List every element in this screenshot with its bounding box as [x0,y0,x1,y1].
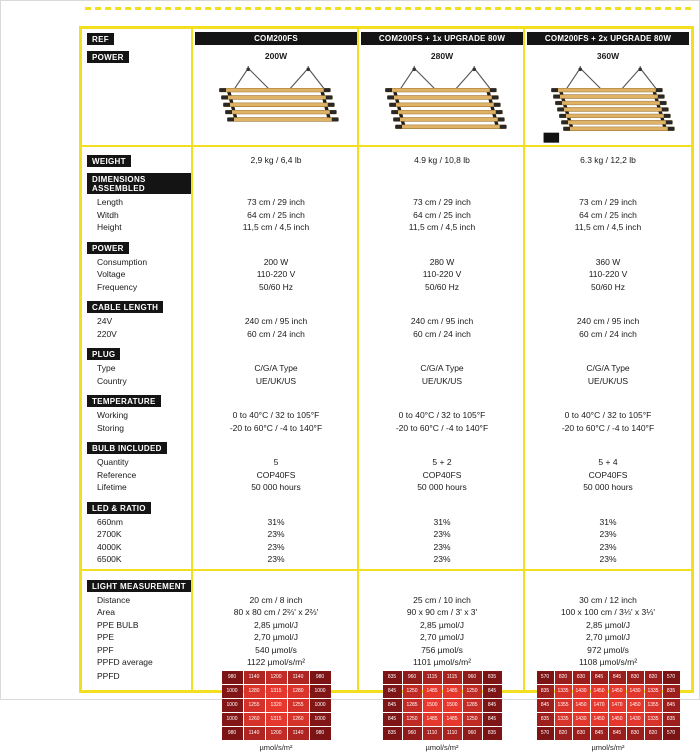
product-image-2 [359,65,525,147]
section-label-cell [82,498,193,516]
heatmap-cell: 1260 [244,713,265,726]
spec-value: 0 to 40°C / 32 to 105°F [232,410,320,421]
spec-row-type [82,362,691,375]
row-label: PPFD average [97,657,153,668]
led-fixture-icon [201,66,351,146]
section-header-row [82,498,691,516]
spec-value: 110-220 V [422,269,462,280]
led-fixture-icon [533,66,683,146]
spec-row-660nm [82,516,691,529]
heatmap-cell: 1140 [244,727,265,740]
heatmap-cell: 835 [483,727,502,740]
heatmap-cell: 1450 [591,685,608,698]
section-temperature [82,387,691,434]
spec-row-consumption [82,256,691,269]
heatmap-unit-label: µmol/s/m² [591,742,625,752]
section-label: LIGHT MEASUREMENT [87,580,191,592]
section-label-cell [82,238,193,256]
column-header-2: COM200FS + 1x UPGRADE 80W [361,32,523,45]
spec-value: 540 µmol/s [255,644,297,655]
heatmap-cell: 1000 [222,685,243,698]
spec-row-ppf [82,644,691,657]
heatmap-cell: 845 [609,671,626,684]
spec-value: 23% [599,554,617,565]
heatmap-cell: 1260 [288,713,309,726]
row-label: Witdh [97,209,119,220]
spec-value: 11,5 cm / 4,5 inch [408,222,476,233]
spec-value: 240 cm / 95 inch [244,316,308,327]
spec-row-storing [82,422,691,435]
row-label: Area [97,607,115,618]
column-divider [523,29,525,690]
spec-value: COP40FS [588,469,628,480]
spec-row-ppfd [82,669,691,753]
spec-value: 23% [433,529,451,540]
spec-value: 360 W [595,256,621,267]
heatmap-cell: 1320 [266,699,287,712]
section-label-cell [82,151,193,169]
spec-value: 756 µmol/s [421,644,463,655]
section-header-row [82,173,691,196]
column-divider [357,29,359,690]
heatmap-cell: 835 [383,727,402,740]
spec-value: 5 + 4 [598,457,618,468]
ppfd-heatmap-grid [537,671,680,740]
heatmap-cell: 980 [310,671,331,684]
spec-value: -20 to 60°C / -4 to 140°F [395,422,489,433]
heatmap-cell: 1450 [609,685,626,698]
spec-value: 200 W [263,256,289,267]
sections [82,147,691,753]
spec-value: 73 cm / 29 inch [247,197,305,208]
heatmap-cell: 1355 [555,699,572,712]
spec-value: 2,85 µmol/J [253,619,299,630]
row-label: Distance [97,594,131,605]
power-value-1: 200W [264,51,288,61]
heatmap-cell: 1315 [266,713,287,726]
heatmap-cell: 960 [403,671,422,684]
spec-value: 23% [599,529,617,540]
power-value-2: 280W [430,51,454,61]
heatmap-cell: 1450 [573,699,590,712]
spec-value: 23% [267,529,285,540]
row-label: Length [97,197,123,208]
heatmap-cell: 1335 [645,685,662,698]
heatmap-cell: 1335 [555,685,572,698]
spec-row-ppe-bulb [82,619,691,632]
heatmap-cell: 1335 [645,713,662,726]
section-header-row [82,344,691,362]
section-header-row [82,151,691,169]
ref-label: REF [87,33,114,45]
spec-value: 31% [599,516,617,527]
section-dimensions-assembled [82,169,691,234]
row-label: Frequency [97,281,138,292]
heatmap-cell: 1250 [403,685,422,698]
section-label-cell [82,391,193,409]
heatmap-cell: 835 [537,685,554,698]
heatmap-cell: 1285 [403,699,422,712]
heatmap-unit-label: µmol/s/m² [259,742,293,752]
heatmap-cell: 1255 [244,699,265,712]
spec-value: -20 to 60°C / -4 to 140°F [229,422,323,433]
comparison-table [79,26,694,752]
heatmap-cell: 1355 [645,699,662,712]
spec-row-area [82,606,691,619]
heatmap-cell: 845 [483,713,502,726]
column-header-1: COM200FS [195,32,357,45]
section-weight [82,147,691,169]
section-header-row [82,576,691,594]
spec-value: 4.9 kg / 10,8 lb [414,155,470,165]
section-label: DIMENSIONS ASSEMBLED [87,173,193,194]
spec-value: 23% [433,541,451,552]
heatmap-cell: 1250 [403,713,422,726]
spec-value: 240 cm / 95 inch [410,316,474,327]
section-label: LED & RATIO [87,502,151,514]
product-images-row [82,65,691,147]
section-header-row [82,391,691,409]
heatmap-cell: 980 [222,727,243,740]
heatmap-cell: 1000 [310,685,331,698]
section-label-cell [82,344,193,362]
spec-row-ppfd-average [82,656,691,669]
spec-value: 2,70 µmol/J [585,632,631,643]
spec-value: 50/60 Hz [258,281,294,292]
row-label: PPE BULB [97,619,139,630]
spec-value: UE/UK/US [255,375,297,386]
spec-value: 0 to 40°C / 32 to 105°F [398,410,486,421]
row-label: Reference [97,469,137,480]
heatmap-cell: 820 [645,727,662,740]
heatmap-cell: 1115 [443,671,462,684]
heatmap-cell: 1140 [244,671,265,684]
spec-value: 280 W [429,256,455,267]
section-label-cell [82,576,193,594]
heatmap-cell: 1430 [573,713,590,726]
spec-value: 50/60 Hz [424,281,460,292]
heatmap-cell: 570 [537,727,554,740]
spec-row-220v [82,328,691,341]
heatmap-cell: 1280 [244,685,265,698]
heatmap-cell: 835 [383,671,402,684]
spec-row-4000k [82,541,691,554]
heatmap-cell: 835 [663,713,680,726]
ppfd-heatmap [193,669,359,752]
spec-row-distance [82,594,691,607]
spec-value: 31% [267,516,285,527]
heatmap-cell: 1285 [463,699,482,712]
heatmap-cell: 845 [609,727,626,740]
spec-row-reference [82,469,691,482]
heatmap-cell: 830 [627,727,644,740]
row-label: PPFD [97,670,120,681]
heatmap-cell: 845 [383,699,402,712]
heatmap-cell: 1000 [222,713,243,726]
heatmap-cell: 820 [555,727,572,740]
heatmap-cell: 845 [591,727,608,740]
spec-row-frequency [82,281,691,294]
heatmap-cell: 845 [591,671,608,684]
spec-value: 110-220 V [256,269,296,280]
spec-value: 972 µmol/s [587,644,629,655]
spec-value: 11,5 cm / 4,5 inch [574,222,642,233]
row-label: Quantity [97,457,129,468]
spec-value: 6.3 kg / 12,2 lb [580,155,636,165]
section-light-measurement [82,569,691,753]
spec-row-working [82,409,691,422]
heatmap-cell: 845 [537,699,554,712]
heatmap-cell: 1485 [443,685,462,698]
section-plug [82,340,691,387]
heatmap-cell: 960 [403,727,422,740]
column-header-3: COM200FS + 2x UPGRADE 80W [527,32,689,45]
heatmap-cell: 960 [463,671,482,684]
spec-value: C/G/A Type [420,363,464,374]
spec-value: 73 cm / 29 inch [413,197,471,208]
spec-value: 60 cm / 24 inch [413,328,471,339]
section-label: BULB INCLUDED [87,442,167,454]
spec-value: 1101 µmol/s/m² [412,657,472,668]
heatmap-cell: 1450 [591,713,608,726]
ppfd-heatmap [359,669,525,752]
spec-value: 11,5 cm / 4,5 inch [242,222,310,233]
spec-value: 2,70 µmol/J [253,632,299,643]
section-bulb-included [82,434,691,494]
heatmap-cell: 980 [310,727,331,740]
heatmap-cell: 845 [663,699,680,712]
spec-value: 30 cm / 12 inch [579,594,637,605]
row-label: Type [97,363,116,374]
heatmap-cell: 1000 [310,699,331,712]
row-label: Consumption [97,256,148,267]
heatmap-cell: 570 [663,727,680,740]
spec-value: 2,85 µmol/J [585,619,631,630]
section-led-ratio [82,494,691,566]
spec-value: 31% [433,516,451,527]
heatmap-cell: 1110 [423,727,442,740]
heatmap-cell: 1315 [266,685,287,698]
heatmap-cell: 570 [537,671,554,684]
heatmap-cell: 845 [383,685,402,698]
spec-row-height [82,221,691,234]
spec-value: 50 000 hours [251,482,301,493]
spec-value: 2,9 kg / 6,4 lb [250,155,302,165]
spec-value: UE/UK/US [587,375,629,386]
heatmap-cell: 1250 [463,685,482,698]
spec-value: 23% [267,554,285,565]
spec-value: 240 cm / 95 inch [576,316,640,327]
section-label-cell [82,438,193,456]
heatmap-cell: 835 [663,685,680,698]
heatmap-cell: 1110 [443,727,462,740]
spec-row-ppe [82,631,691,644]
spec-row-lifetime [82,481,691,494]
spec-row-voltage [82,268,691,281]
dotted-divider [85,7,695,10]
heatmap-cell: 835 [537,713,554,726]
spec-value: 64 cm / 25 inch [247,209,305,220]
heatmap-cell: 1255 [288,699,309,712]
spec-row-6500k [82,553,691,566]
spec-value: 80 x 80 cm / 2⅔' x 2⅔' [233,607,319,618]
heatmap-cell: 1430 [573,685,590,698]
spec-value: COP40FS [256,469,296,480]
row-label: Height [97,222,122,233]
heatmap-cell: 1500 [443,699,462,712]
spec-value: 1108 µmol/s/m² [578,657,638,668]
heatmap-unit-label: µmol/s/m² [425,742,459,752]
section-label-cell [82,173,193,196]
heatmap-cell: 845 [383,713,402,726]
section-label: POWER [87,242,129,254]
row-label: Lifetime [97,482,127,493]
spec-value: 64 cm / 25 inch [579,209,637,220]
ppfd-heatmap-grid [383,671,502,740]
section-header-row [82,297,691,315]
section-header-row [82,438,691,456]
row-label: 2700K [97,529,122,540]
heatmap-cell: 820 [645,671,662,684]
heatmap-cell: 820 [555,671,572,684]
heatmap-cell: 830 [573,727,590,740]
spec-value: 60 cm / 24 inch [579,328,637,339]
spec-value: 23% [267,541,285,552]
heatmap-cell: 1200 [266,671,287,684]
heatmap-cell: 1450 [627,699,644,712]
row-label: Country [97,375,127,386]
heatmap-cell: 835 [483,671,502,684]
row-label: 6500K [97,554,122,565]
spec-row-quantity [82,456,691,469]
spec-value: 23% [433,554,451,565]
row-label: 660nm [97,516,123,527]
heatmap-cell: 1470 [609,699,626,712]
heatmap-cell: 1430 [627,713,644,726]
heatmap-cell: 1500 [423,699,442,712]
spec-value: -20 to 60°C / -4 to 140°F [561,422,655,433]
spec-value: 50 000 hours [583,482,633,493]
spec-value: 25 cm / 10 inch [413,594,471,605]
power-value-3: 360W [596,51,620,61]
spec-row-country [82,375,691,388]
spec-value: 0 to 40°C / 32 to 105°F [564,410,652,421]
led-fixture-icon [367,66,517,146]
heatmap-cell: 1430 [627,685,644,698]
spec-value: 5 [273,457,279,468]
row-label: PPF [97,644,114,655]
heatmap-cell: 1335 [555,713,572,726]
heatmap-cell: 1250 [463,713,482,726]
heatmap-cell: 1140 [288,727,309,740]
row-label: 4000K [97,541,122,552]
spec-value: 5 + 2 [432,457,452,468]
section-power [82,234,691,294]
power-label-cell [82,47,193,65]
product-image-1 [193,65,359,147]
heatmap-cell: 570 [663,671,680,684]
heatmap-cell: 1470 [591,699,608,712]
spec-value: 2,85 µmol/J [419,619,465,630]
heatmap-cell: 960 [463,727,482,740]
spec-row-witdh [82,209,691,222]
ref-label-cell [82,29,193,47]
product-image-3 [525,65,691,147]
heatmap-cell: 980 [222,671,243,684]
spec-value: 100 x 100 cm / 3⅓' x 3⅓' [561,607,655,618]
spec-value: 1122 µmol/s/m² [246,657,306,668]
heatmap-cell: 1485 [423,713,442,726]
heatmap-cell: 1140 [288,671,309,684]
heatmap-cell: 1450 [609,713,626,726]
heatmap-cell: 1485 [443,713,462,726]
spec-value: 50 000 hours [417,482,467,493]
spec-value: 90 x 90 cm / 3' x 3' [406,607,478,618]
heatmap-cell: 845 [483,685,502,698]
row-label: PPE [97,632,115,643]
spec-value: COP40FS [422,469,462,480]
power-row [82,47,691,65]
spec-value: 23% [599,541,617,552]
spec-value: 60 cm / 24 inch [247,328,305,339]
heatmap-cell: 830 [627,671,644,684]
heatmap-cell: 1000 [310,713,331,726]
heatmap-cell: 1000 [222,699,243,712]
spec-value: C/G/A Type [254,363,298,374]
section-label: PLUG [87,348,120,360]
section-cable-length [82,293,691,340]
spec-value: 64 cm / 25 inch [413,209,471,220]
heatmap-cell: 1280 [288,685,309,698]
spec-row-2700k [82,528,691,541]
section-label: WEIGHT [87,155,131,167]
row-label: Voltage [97,269,126,280]
spec-row-length [82,196,691,209]
spec-value: UE/UK/US [421,375,463,386]
heatmap-cell: 845 [483,699,502,712]
spec-value: 110-220 V [588,269,628,280]
row-label: 220V [97,328,117,339]
spec-value: 2,70 µmol/J [419,632,465,643]
section-header-row [82,238,691,256]
heatmap-cell: 1115 [423,671,442,684]
heatmap-cell: 1485 [423,685,442,698]
power-label: POWER [87,51,129,63]
row-label: Storing [97,422,124,433]
spec-value: C/G/A Type [586,363,630,374]
section-label-cell [82,297,193,315]
ppfd-heatmap [525,669,691,752]
section-label: CABLE LENGTH [87,301,163,313]
heatmap-cell: 1200 [266,727,287,740]
spec-value: 20 cm / 8 inch [249,594,303,605]
spec-value: 50/60 Hz [590,281,626,292]
column-divider [191,29,193,690]
spec-row-24v [82,315,691,328]
row-label: Working [97,410,129,421]
section-label: TEMPERATURE [87,395,161,407]
ref-row [82,29,691,47]
heatmap-cell: 830 [573,671,590,684]
row-label: 24V [97,316,113,327]
ppfd-heatmap-grid [222,671,331,740]
spec-value: 73 cm / 29 inch [579,197,637,208]
